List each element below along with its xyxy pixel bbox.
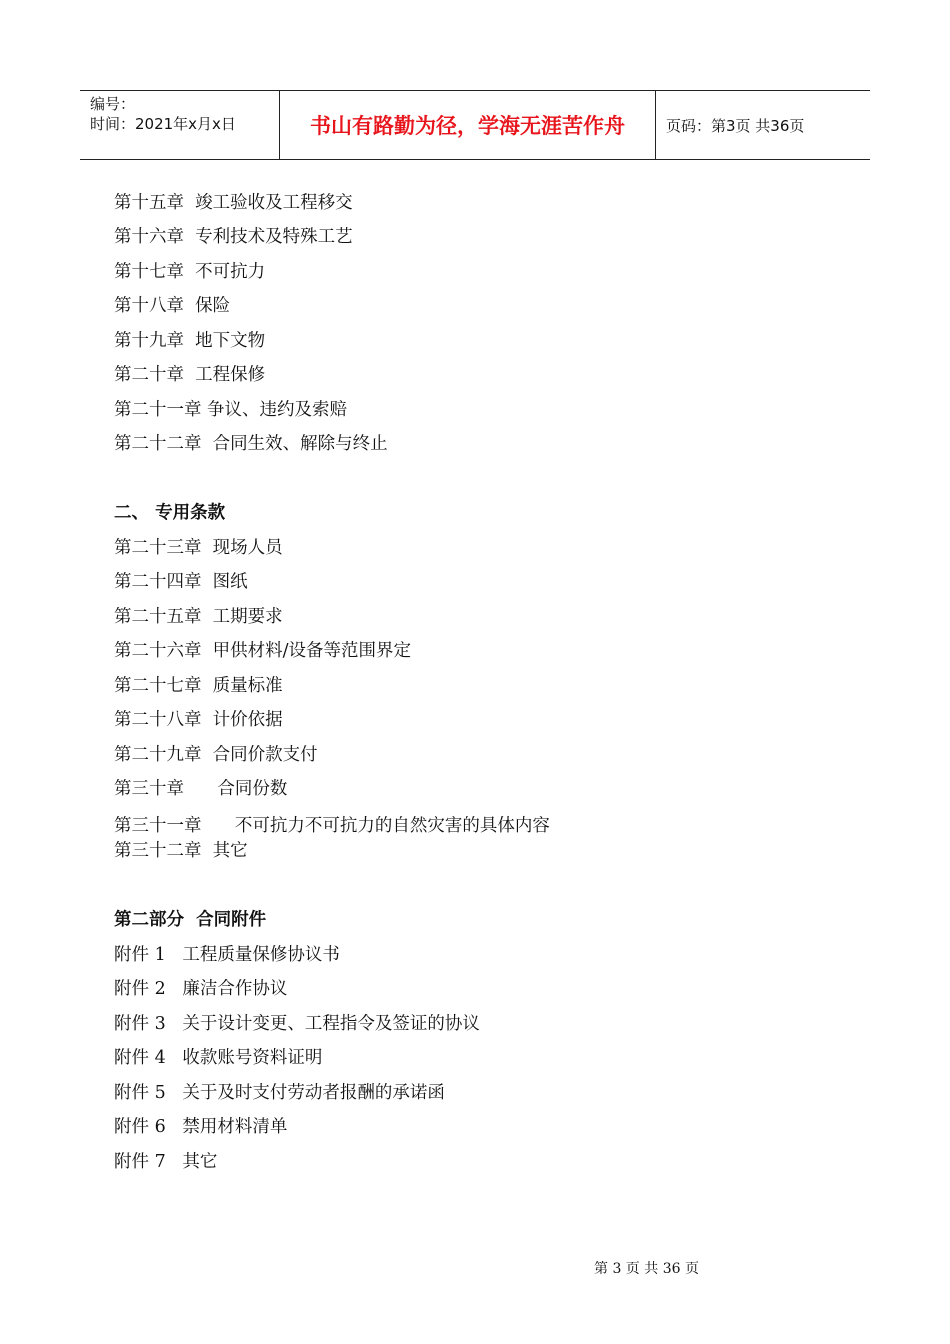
toc-line: 第二十一章 争议、违约及索赔 xyxy=(114,400,348,420)
toc-line: 第二十二章 合同生效、解除与终止 xyxy=(114,434,388,454)
toc-line: 第二十六章 甲供材料/设备等范围界定 xyxy=(114,641,412,661)
toc-line: 第三十二章 其它 xyxy=(114,841,248,861)
toc-line: 第十七章 不可抗力 xyxy=(114,262,266,282)
section-title-special: 二、 专用条款 xyxy=(114,503,226,523)
header-motto: 书山有路勤为径，学海无涯苦作舟 xyxy=(280,91,656,159)
toc-line: 附件 2 廉洁合作协议 xyxy=(114,979,288,999)
toc-line: 附件 1 工程质量保修协议书 xyxy=(114,945,340,965)
toc-line: 第十五章 竣工验收及工程移交 xyxy=(114,193,353,213)
toc-line: 第十九章 地下文物 xyxy=(114,331,266,351)
toc-line: 附件 3 关于设计变更、工程指令及签证的协议 xyxy=(114,1014,480,1034)
toc-line: 附件 7 其它 xyxy=(114,1152,218,1172)
toc-line: 第三十一章 不可抗力不可抗力的自然灾害的具体内容 xyxy=(114,816,550,836)
page-header xyxy=(80,90,870,160)
serial-label: 编号： xyxy=(90,95,136,113)
toc-line: 附件 4 收款账号资料证明 xyxy=(114,1048,323,1068)
toc-line: 第二十五章 工期要求 xyxy=(114,607,283,627)
toc-line: 第三十章 合同份数 xyxy=(114,779,288,799)
toc-line: 第十六章 专利技术及特殊工艺 xyxy=(114,227,353,247)
toc-line: 第二十九章 合同价款支付 xyxy=(114,745,318,765)
toc-line: 附件 5 关于及时支付劳动者报酬的承诺函 xyxy=(114,1083,445,1103)
toc-line: 第二十七章 质量标准 xyxy=(114,676,283,696)
toc-line: 第二十章 工程保修 xyxy=(114,365,266,385)
header-page-info: 页码：第3页 共36页 xyxy=(666,116,805,135)
toc-line: 第十八章 保险 xyxy=(114,296,231,316)
time-label: 时间：2021年x月x日 xyxy=(90,115,236,133)
section-title-appendix: 第二部分 合同附件 xyxy=(114,910,267,930)
header-meta xyxy=(80,91,280,159)
toc-line: 第二十三章 现场人员 xyxy=(114,538,283,558)
toc-line: 附件 6 禁用材料清单 xyxy=(114,1117,288,1137)
toc-line: 第二十四章 图纸 xyxy=(114,572,248,592)
toc-line: 第二十八章 计价依据 xyxy=(114,710,283,730)
page-footer: 第 3 页 共 36 页 xyxy=(594,1261,699,1277)
